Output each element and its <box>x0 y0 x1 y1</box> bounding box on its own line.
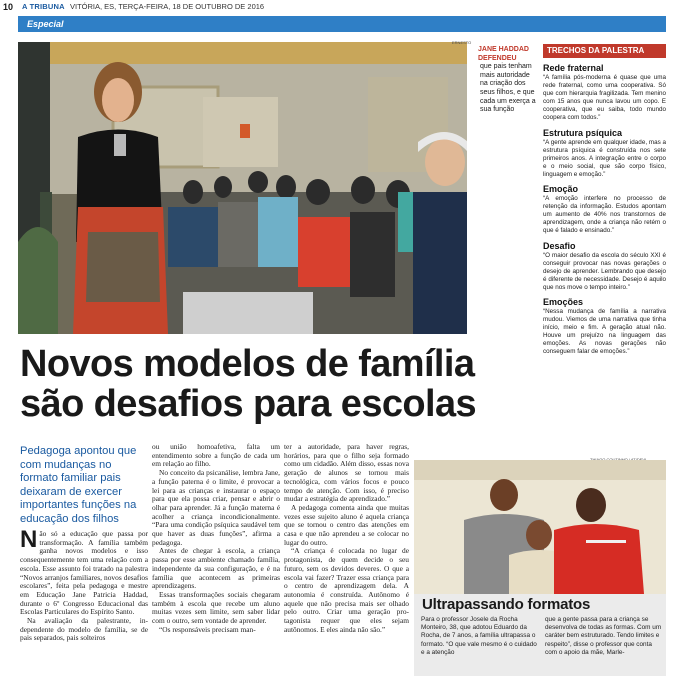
quotes-sidebar <box>543 44 666 357</box>
body-paragraph: Antes de chegar à escola, a criança passa por esse ambiente chamado família, independente da sua configuração, e é na família que acontecem as primeiras aprendizagens. <box>152 546 280 591</box>
body-paragraph: Na avaliação da palestrante, independente do modelo de família, se de pais separados, pais solteiros <box>20 616 148 643</box>
article-lead: Pedagoga apontou que com mudanças no formato familiar pais deixaram de exercer importantes funções na educação dos filhos <box>20 445 137 525</box>
body-paragraph: ter a autoridade, para haver regras, horários, para que o filho seja formado como um cidadão. Além disso, essas nova geração de alunos se tornou mais tecnológica, com vários focos e pouco tempo de atenção. Com isso, é preciso mudar a estratégia de aprendizado.” <box>284 443 409 504</box>
main-photo <box>18 42 467 334</box>
sidebar-quote: “A gente aprende em qualquer idade, mas a estrutura psíquica é construída nos sete primeiros anos. A integração entre o corpo e o meio social, que são corpo físico, linguagem e emoção.” <box>543 138 666 178</box>
photo-credit: ERNESTO <box>452 40 472 45</box>
lecture-photo-illustration <box>18 42 467 334</box>
sidebar-heading: Desafio <box>543 240 576 251</box>
family-photo-illustration <box>414 460 666 594</box>
body-paragraph <box>20 530 148 617</box>
body-paragraph: ou união homoafetiva, falta um entendimento sobre a função de cada um em relação ao filho. <box>152 443 280 469</box>
headline-line-2: são desafios para escolas <box>20 383 477 425</box>
date-line: VITÓRIA, ES, TERÇA-FEIRA, 18 DE OUTUBRO DE 2016 <box>70 2 265 11</box>
body-paragraph: A pedagoga comenta ainda que muitas vezes esse sujeito aluno é aquela criança que se tornou o centro das atenções em casa e que não aprendeu a se colocar no lugar do outro. <box>284 502 409 547</box>
newspaper-brand: A TRIBUNA <box>22 2 65 11</box>
body-paragraph: Essas transformações sociais chegaram também à escola que recebe um aluno muitas vezes sem limite, sem saber lidar com o outro, sem vontade de aprender. <box>152 589 280 626</box>
sidebar-section <box>543 241 666 292</box>
sidebar-section <box>543 184 666 235</box>
photo-caption <box>478 46 538 115</box>
sidebar-section <box>543 297 666 357</box>
headline-line-1: Novos modelos de família <box>20 343 475 385</box>
sidebar-section <box>543 128 666 179</box>
sidebar-heading: Estrutura psíquica <box>543 127 623 138</box>
drop-cap: N <box>20 530 38 553</box>
body-paragraph: “Os responsáveis precisam man- <box>159 624 256 634</box>
sidebar-quote: “A emoção interfere no processo de retenção da informação. Estudos apontam um aumento de 40% nos transtornos de aprendizagem, onde a criança não retém o que é falado e ensinado.” <box>543 195 666 235</box>
caption-text: que pais tenham mais autoridade na criação dos seus filhos, e que cada um exerça a sua função <box>480 63 536 114</box>
box-title: Ultrapassando formatos <box>422 596 591 613</box>
body-paragraph: “A criança é colocada no lugar de protagonista, de quem decide o seu futuro, sem os devidos deveres. O que a escola vai fazer? Trazer essa criança para o centro de aprendizagem dela. A autonomia é construída. Autônomo é aquele que não precisa mais ser olhado pelo outro. Criar uma geração protagonista requer que eles sejam autônomos. E eles ainda não são.” <box>284 546 409 634</box>
body-column-1 <box>20 530 148 675</box>
body-text: ão só a educação que passa por transformação. A família também ganha novos modelos e isso consequentemente tem uma relação com a escola. Esse assunto foi tratado na palestra “Novos arranjos familiares, novos desafios escolares”, feita pela pedagoga e mestre em Educação Jane Patricia Haddad, durante o 6º Congresso Educacional das Escolas Particulares do Espírito Santo. <box>20 530 148 617</box>
family-photo <box>414 460 666 594</box>
body-column-2 <box>152 443 280 675</box>
sidebar-heading: Emoções <box>543 296 584 307</box>
page-folio <box>0 0 679 14</box>
body-paragraph: No conceito da psicanálise, lembra Jane, a função paterna é o limite, é provocar a lei para as crianças e instaurar o espaço para que ela possa criar, pensar e abrir o olhar para aprender. Já a função materna é acolher a criança incondicionalmente. “Para uma condição psíquica saudável tem que haver as duas funções”, afirma a pedagoga. <box>152 468 280 547</box>
box-column-1: Para o professor Josele da Rocha Monteiro, 38, que adotou Eduardo da Rocha, de 7 anos, a família ultrapassa o formato. “O que vale mesmo é o cuidado e a atenção <box>421 616 537 656</box>
sidebar-heading: Emoção <box>543 184 579 195</box>
sidebar-section <box>543 63 666 123</box>
page-number: 10 <box>3 2 14 12</box>
sidebar-quote: “Nessa mudança de família a narrativa mudou. Viemos de uma narrativa que tinha início, meio e fim. A geração atual não. Houve um prejuízo na linguagem das emoções. As novas gerações não conseguem falar de emoções.” <box>543 307 666 356</box>
sidebar-quote: “A família pós-moderna é quase que uma rede fraternal, como uma cooperativa. Só que com hierarquia fragilizada. Tem menino com 15 anos que nunca lavou um copo. E cooperativa, que eu saiba, todo mundo coopera com todos.” <box>543 74 666 122</box>
section-label: Especial <box>27 19 64 29</box>
section-bar <box>18 16 666 32</box>
article-headline <box>20 344 490 424</box>
sidebar-title: TRECHOS DA PALESTRA <box>543 44 666 58</box>
caption-name: JANE HADDAD DEFENDEU <box>478 46 529 62</box>
sidebar-quote: “O maior desafio da escola do século XXI é conseguir provocar nas novas gerações o desejo de aprender. Lembrando que desejo é diferente de necessidade. Desejo é aquilo que nos move o tempo inteiro.” <box>543 251 666 291</box>
box-column-2: que a gente passa para a criança se desenvolva de todas as formas. Com um caráter bem estruturado. Tendo limites e respeito”, disse o professor que conta com o apoio da mãe, Marle- <box>545 616 662 656</box>
sidebar-heading: Rede fraternal <box>543 63 604 73</box>
body-column-3 <box>284 443 409 675</box>
